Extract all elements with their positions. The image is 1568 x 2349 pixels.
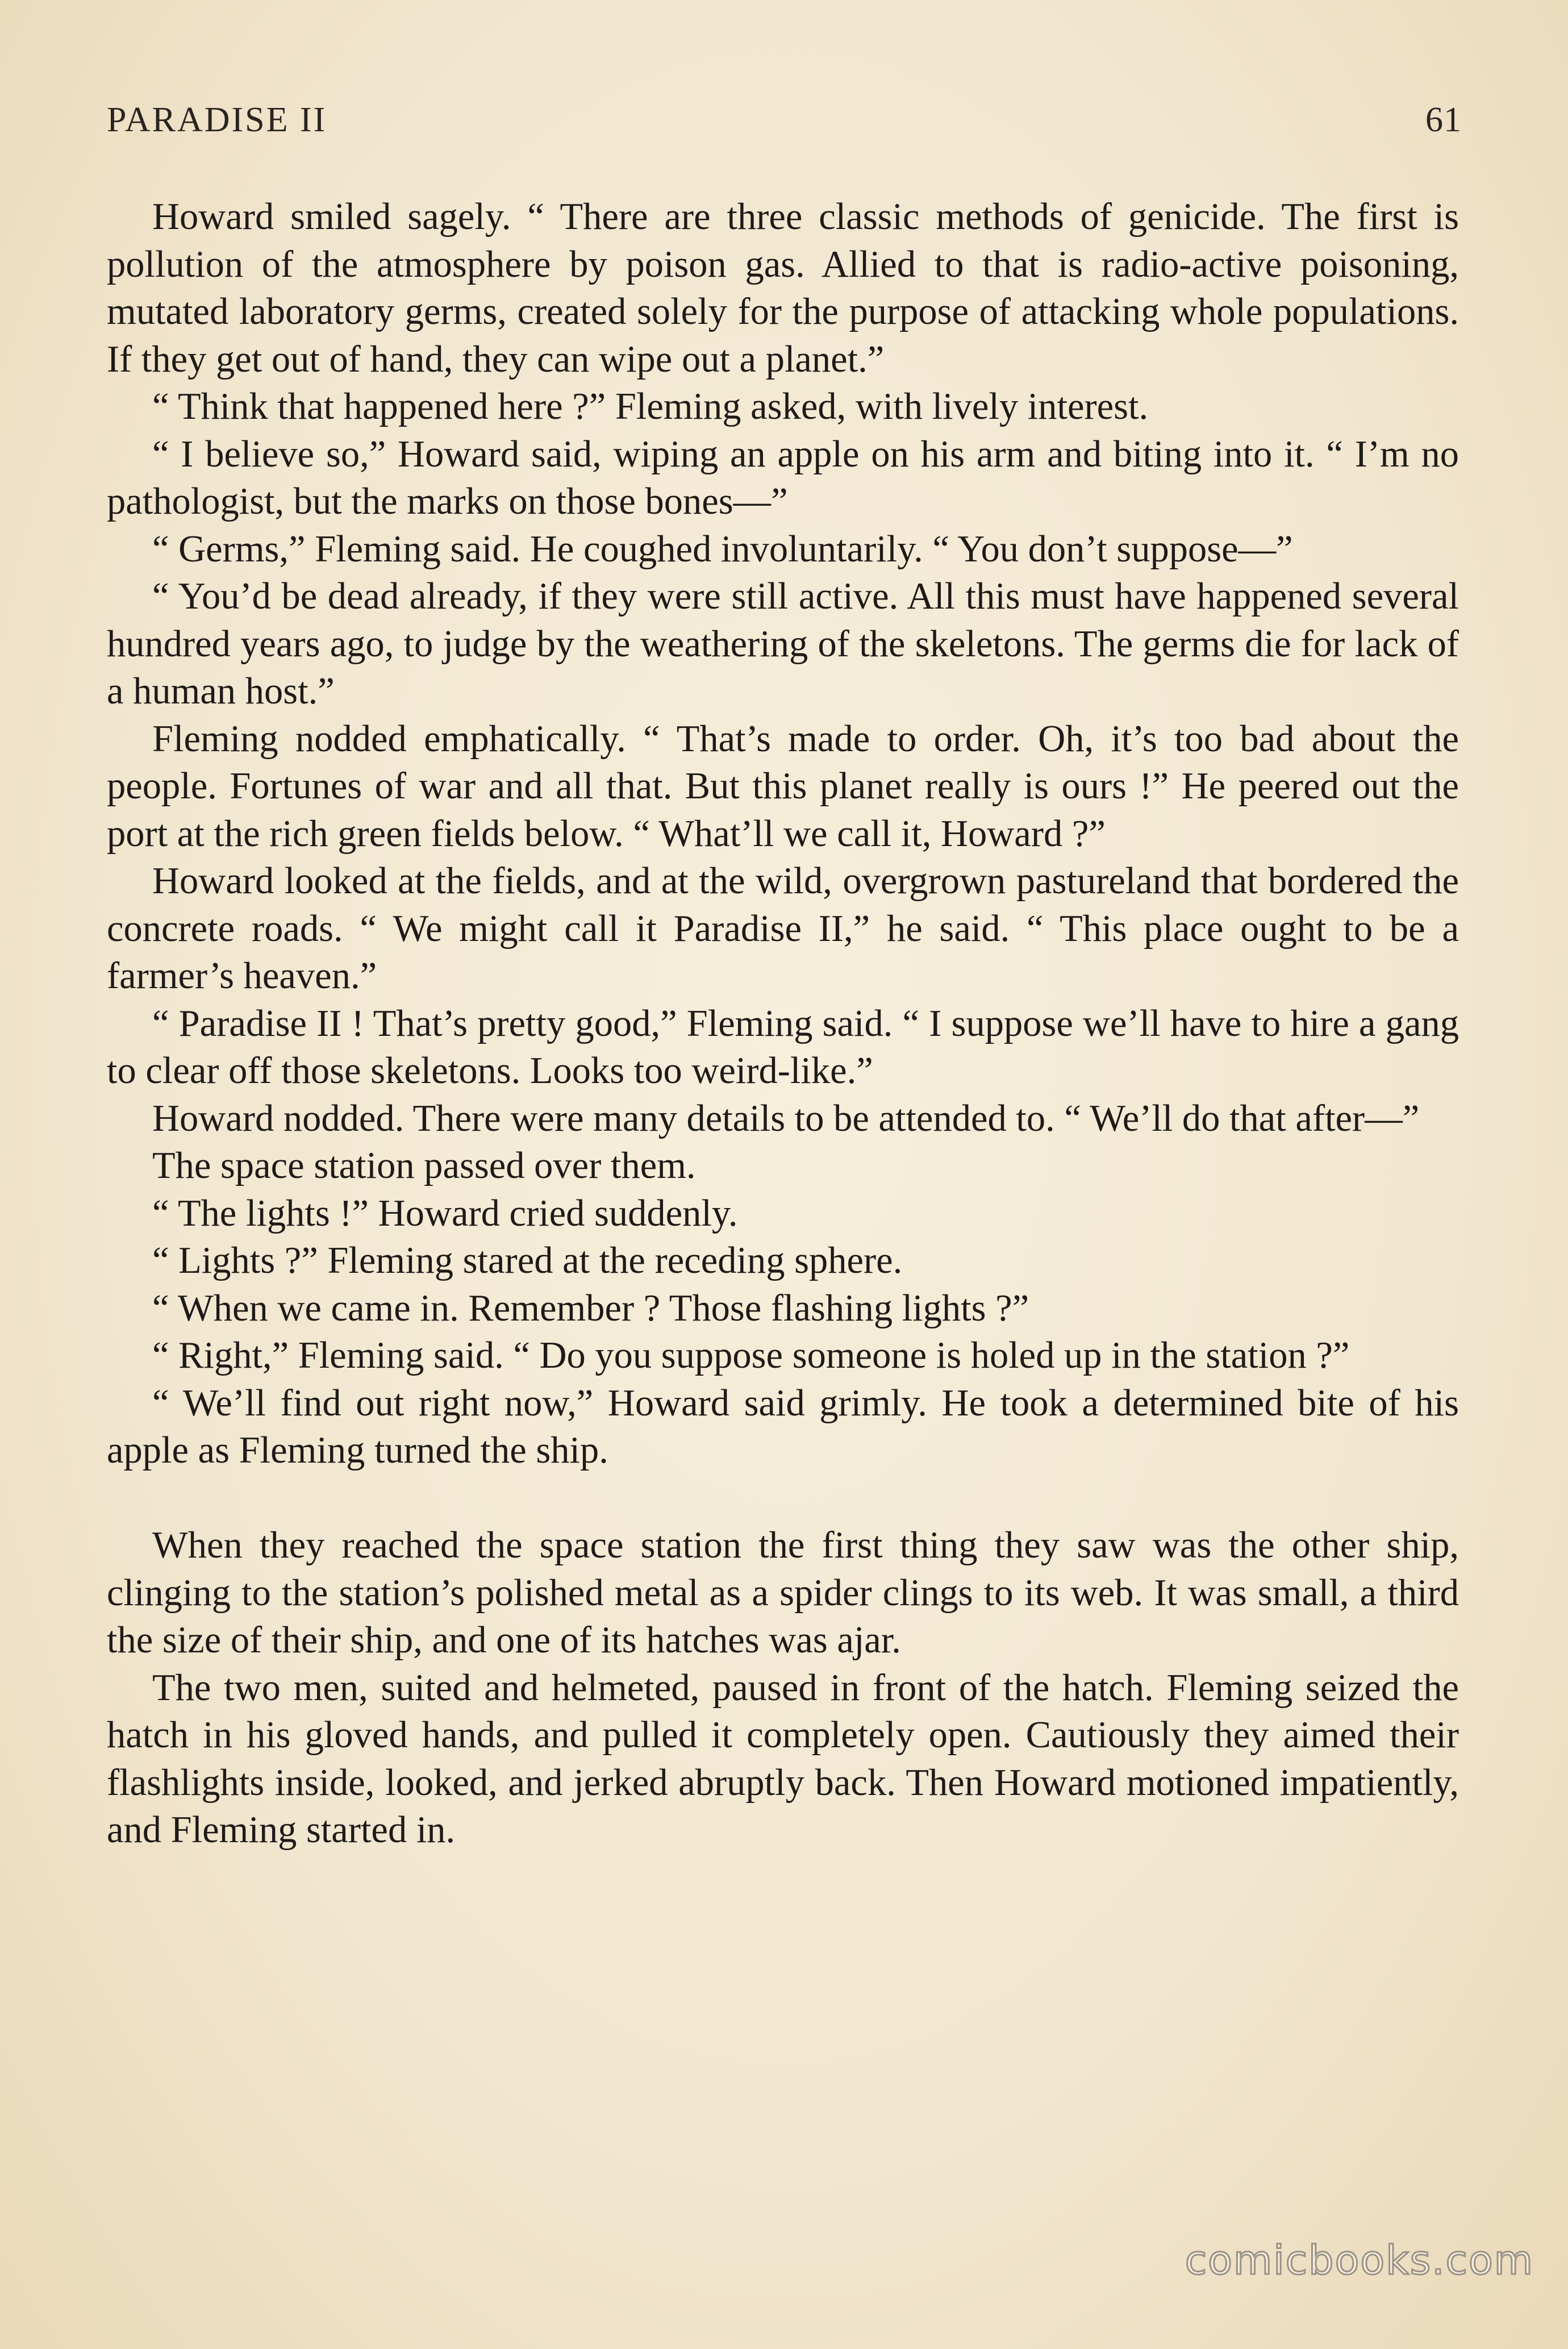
paragraph: “ Lights ?” Fleming stared at the receding sphere. xyxy=(152,1240,903,1281)
paragraph: “ When we came in. Remember ? Those flashing lights ?” xyxy=(152,1287,1029,1329)
paragraph: “ Right,” Fleming said. “ Do you suppose someone is holed up in the station ?” xyxy=(152,1335,1350,1376)
paragraph: “ Germs,” Fleming said. He coughed involuntarily. “ You don’t suppose—” xyxy=(152,528,1293,570)
paragraph: The space station passed over them. xyxy=(152,1145,696,1186)
paragraph: The two men, suited and helmeted, paused in front of the hatch. Fleming seized the hatch in his gloved hands, and pulled it completely open. Cautiously they aimed their flashlights inside, looked, and jerked abruptly back. Then Howard motioned impatiently, and Fleming started in. xyxy=(107,1667,1459,1851)
page-number: 61 xyxy=(1425,101,1462,139)
paragraph: “ We’ll find out right now,” Howard said grimly. He took a determined bite of his apple as Fleming turned the ship. xyxy=(107,1382,1459,1471)
paragraph: “ I believe so,” Howard said, wiping an apple on his arm and biting into it. “ I’m no pathologist, but the marks on those bones—” xyxy=(107,433,1459,522)
paragraph: Howard nodded. There were many details to be attended to. “ We’ll do that after—” xyxy=(152,1097,1420,1139)
paragraph: “ The lights !” Howard cried suddenly. xyxy=(152,1192,738,1234)
watermark: comicbooks.com xyxy=(1185,2237,1534,2284)
paragraph: Fleming nodded emphatically. “ That’s made to order. Oh, it’s too bad about the people. Fortunes of war and all that. But this planet really is ours !” He peered out the port at the rich green fields below. “ What’ll we call it, Howard ?” xyxy=(107,718,1459,855)
paragraph: Howard looked at the fields, and at the wild, overgrown pastureland that bordered the concrete roads. “ We might call it Paradise II,” he said. “ This place ought to be a farmer’s heaven.” xyxy=(107,860,1459,997)
paragraph: “ Think that happened here ?” Fleming asked, with lively interest. xyxy=(152,386,1149,427)
paragraph: Howard smiled sagely. “ There are three classic methods of genicide. The first is pollution of the atmosphere by poison gas. Allied to that is radio-active poisoning, mutated laboratory germs, created solely for the purpose of attacking whole populations. If they get out of hand, they can wipe out a planet.” xyxy=(107,196,1459,380)
paragraph: “ You’d be dead already, if they were still active. All this must have happened several hundred years ago, to judge by the weathering of the skeletons. The germs die for lack of a human host.” xyxy=(107,576,1459,712)
running-head xyxy=(107,100,1462,151)
body-text xyxy=(107,193,1459,1854)
paragraph: When they reached the space station the first thing they saw was the other ship, clinging to the station’s polished metal as a spider clings to its web. It was small, a third the size of their ship, and one of its hatches was ajar. xyxy=(107,1525,1459,1661)
paragraph: “ Paradise II ! That’s pretty good,” Fleming said. “ I suppose we’ll have to hire a gang to clear off those skeletons. Looks too weird-like.” xyxy=(107,1002,1459,1092)
running-title: PARADISE II xyxy=(107,101,327,139)
